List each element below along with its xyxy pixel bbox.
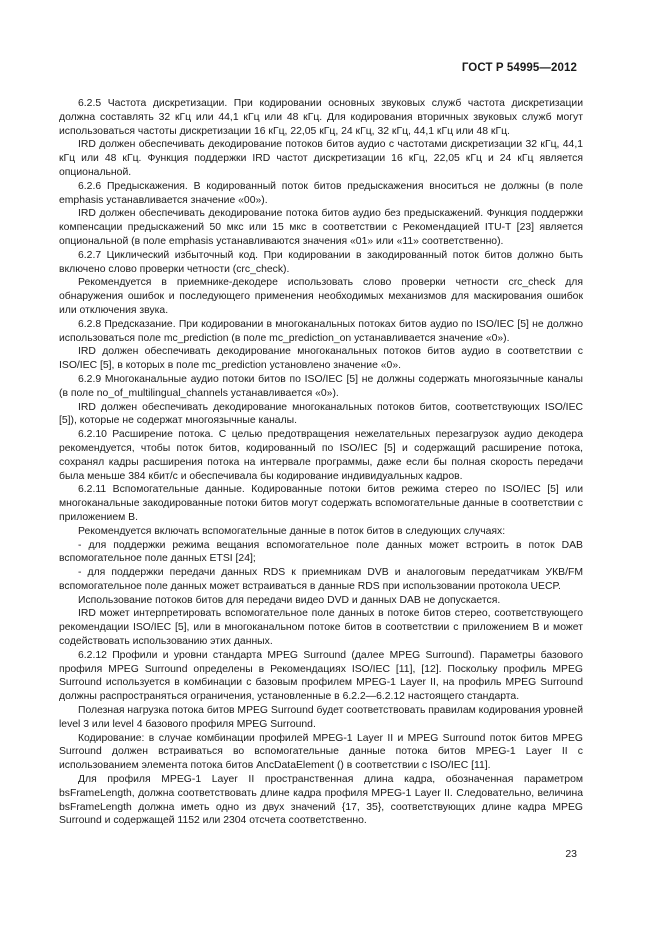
list-item: - для поддержки режима вещания вспомогательное поле данных может встроить в поток DAB вспомогательное поле данных ETSI [24]; bbox=[59, 539, 583, 565]
paragraph: Для профиля MPEG-1 Layer II пространственная длина кадра, обозначенная параметром bsFrameLength, должна соответствовать длине кадра профиля MPEG-1 Layer II. Следовательно, величина bsFrameLength должна иметь одно из двух значений {17, 35}, соответствующих длине кадра MPEG Surround и содержащей 1152 или 2304 отсчета соответственно. bbox=[59, 774, 583, 827]
paragraph-6-2-11: 6.2.11 Вспомогательные данные. Кодированные потоки битов режима стерео по ISO/IEC [5] или многоканальные закодированные потоки битов могут содержать вспомогательные данные в соответствии с приложением В. bbox=[59, 484, 583, 523]
paragraph: Рекомендуется в приемнике-декодере использовать слово проверки четности crc_check для обнаружения ошибок и последующего применения необходимых механизмов для маскирования ошибок или отключения звука. bbox=[59, 277, 583, 316]
body-text bbox=[59, 97, 583, 828]
paragraph: Рекомендуется включать вспомогательные данные в поток битов в следующих случаях: bbox=[78, 525, 506, 537]
paragraph: IRD может интерпретировать вспомогательное поле данных в потоке битов стерео, соответствующего рекомендации ISO/IEC [5], или в многоканальном потоке битов в соответствии с приложением В и может содействовать использованию этих данных. bbox=[59, 608, 583, 648]
paragraph-6-2-8: 6.2.8 Предсказание. При кодировании в многоканальных потоках битов аудио по ISO/IEC [5] не должно использоваться поле mc_prediction (в поле mc_prediction_on устанавливается значение «0»). bbox=[59, 318, 583, 344]
standard-designation: ГОСТ Р 54995—2012 bbox=[461, 62, 577, 74]
paragraph-6-2-5: 6.2.5 Частота дискретизации. При кодировании основных звуковых служб частота дискретизации должна составлять 32 кГц или 44,1 кГц или 48 кГц. Для кодирования вторичных звуковых служб могут использоваться частоты дискретизации 16 кГц, 22,05 кГц, 24 кГц, 32 кГц, 44,1 кГц или 48 кГц. bbox=[59, 98, 583, 137]
page-number: 23 bbox=[565, 848, 577, 860]
paragraph: IRD должен обеспечивать декодирование многоканальных потоков битов аудио в соответствии с ISO/IEC [5], в которых в поле mc_prediction установлено значение «0». bbox=[59, 346, 583, 372]
paragraph: IRD должен обеспечивать декодирование потоков битов аудио с частотами дискретизации 32 кГц, 44,1 кГц или 48 кГц. Функция поддержки IRD частот дискретизации 16 кГц, 22,05 кГц и 24 кГц является опциональной. bbox=[59, 139, 583, 178]
paragraph-6-2-9: 6.2.9 Многоканальные аудио потоки битов по ISO/IEC [5] не должны содержать многоязычные каналы (в поле no_of_multilingual_channels устанавливается «0»). bbox=[59, 373, 583, 399]
list-item: - для поддержки передачи данных RDS к приемникам DVB и аналоговым передатчикам УКВ/FM вспомогательное поле данных может встраиваться в данные RDS при использовании протокола UECP. bbox=[59, 567, 583, 592]
paragraph-6-2-10: 6.2.10 Расширение потока. С целью предотвращения нежелательных перезагрузок аудио декодера рекомендуется, чтобы поток битов, кодированный по ISO/IEC [5] и содержащий расширение потока, сохранял кадры расширения потока на интервале программы, даже если бы полная скорость передачи была меньше 384 кбит/с и обеспечивала бы кодирование индивидуальных кадров. bbox=[59, 429, 583, 482]
paragraph-6-2-7: 6.2.7 Циклический избыточный код. При кодировании в закодированный поток битов должно быть включено слово проверки четности (crc_check). bbox=[59, 249, 583, 275]
paragraph: Кодирование: в случае комбинации профилей MPEG-1 Layer II и MPEG Surround поток битов MPEG Surround должен встраиваться во вспомогательные данные потока битов MPEG-1 Layer II с использованием элемента потока битов AncDataElement () в соответствии с ISO/IEC [11]. bbox=[59, 732, 583, 772]
paragraph: Полезная нагрузка потока битов MPEG Surround будет соответствовать правилам кодирования уровней level 3 или level 4 базового профиля MPEG Surround. bbox=[59, 705, 584, 730]
paragraph-6-2-6: 6.2.6 Предыскажения. В кодированный поток битов предыскажения вноситься не должны (в поле emphasis устанавливается значение «00»). bbox=[59, 180, 583, 206]
paragraph-6-2-12: 6.2.12 Профили и уровни стандарта MPEG Surround (далее MPEG Surround). Параметры базового профиля MPEG Surround определены в Рекомендациях ISO/IEC [11], [12]. Поскольку профиль MPEG Surround используется в комбинации с базовым профилем MPEG-1 Layer II, на профиль MPEG Surround должны распространяться ограничения, установленные в 6.2.2—6.2.12 настоящего стандарта. bbox=[59, 649, 583, 703]
paragraph: IRD должен обеспечивать декодирование потока битов аудио без предыскажений. Функция поддержки компенсации предыскажений 50 мкс или 15 мкс в соответствии с Рекомендацией ITU-T [23] является опциональной (в поле emphasis устанавливаются значения «01» или «11» соответственно). bbox=[59, 208, 583, 247]
paragraph: Использование потоков битов для передачи видео DVD и данных DAB не допускается. bbox=[78, 594, 501, 606]
paragraph: IRD должен обеспечивать декодирование многоканальных потоков битов, соответствующих ISO/IEC [5]), которые не содержат многоязычные каналы. bbox=[59, 401, 583, 427]
